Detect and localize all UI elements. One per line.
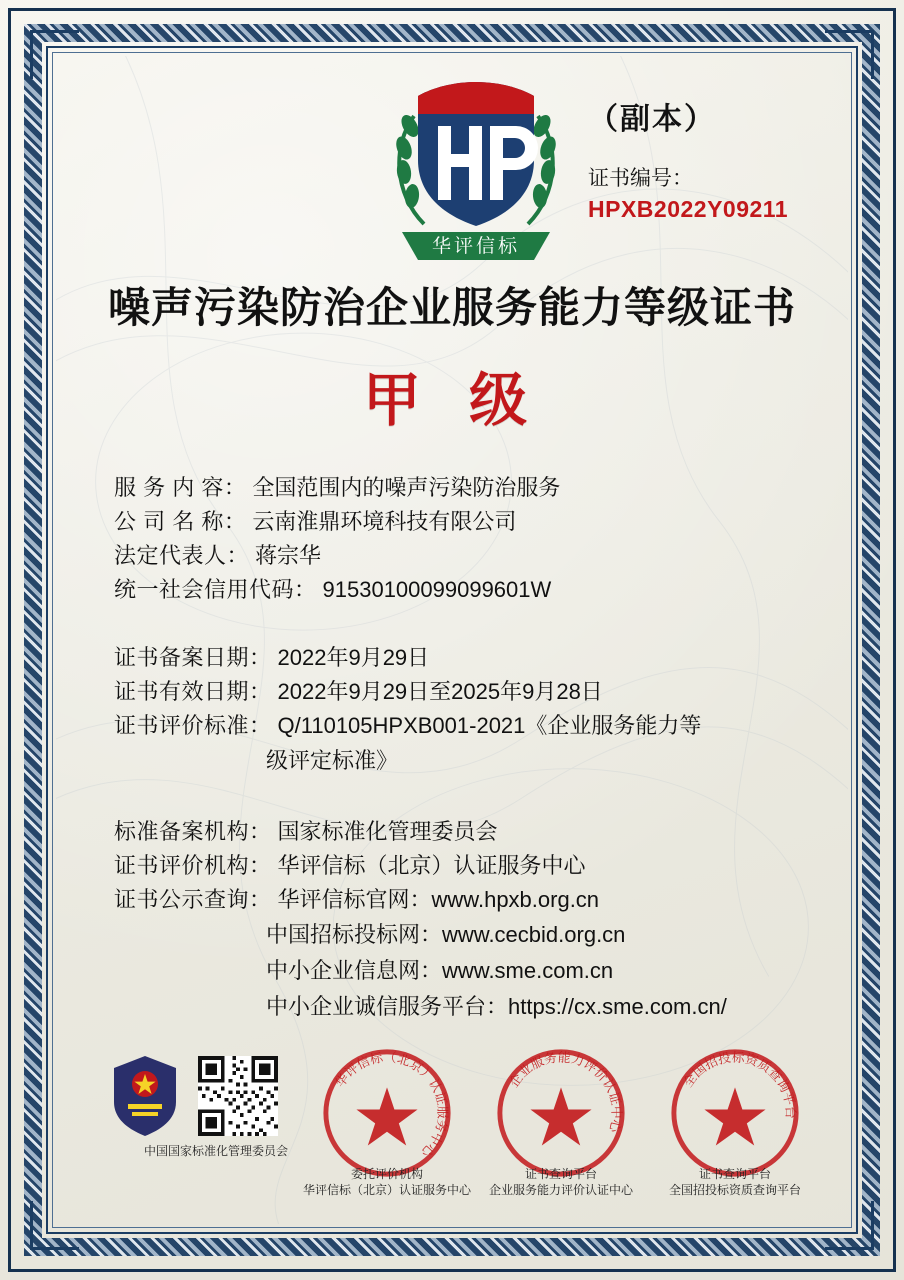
emblem-caption: 中国国家标准化管理委员会 — [143, 1144, 288, 1158]
field-row — [114, 849, 848, 883]
field-key: 证书有效日期： — [114, 679, 272, 704]
field-key: 统一社会信用代码： — [114, 577, 317, 602]
field-row — [114, 641, 848, 675]
field-group-basic — [56, 471, 848, 607]
field-key: 证书公示查询： — [114, 887, 272, 912]
page-title: 噪声污染防治企业服务能力等级证书 — [107, 283, 796, 332]
seal-caption-line1: 证书查询平台 — [524, 1167, 597, 1181]
official-seal — [492, 1044, 630, 1182]
field-value: 蒋宗华 — [255, 543, 322, 568]
field-row — [114, 883, 848, 917]
field-row — [114, 539, 848, 573]
seal-caption — [466, 1166, 656, 1198]
field-row — [114, 815, 848, 849]
query-link-line[interactable]: 中小企业诚信服务平台：https://cx.sme.com.cn/ — [266, 994, 727, 1019]
field-value: 云南淮鼎环境科技有限公司 — [252, 509, 517, 534]
official-seal — [666, 1044, 804, 1182]
official-seal — [318, 1044, 456, 1182]
field-group-organizations — [56, 815, 848, 1025]
field-row — [114, 573, 848, 607]
field-key: 法定代表人： — [114, 543, 250, 568]
field-value: 全国范围内的噪声污染防治服务 — [252, 475, 561, 500]
cert-number-value: HPXB2022Y09211 — [588, 196, 789, 222]
field-row — [114, 709, 848, 743]
field-value: 华评信标官网：www.hpxb.org.cn — [277, 887, 600, 912]
field-value: 华评信标（北京）认证服务中心 — [277, 853, 586, 878]
field-row — [114, 505, 848, 539]
cert-number-label: 证书编号： — [588, 166, 693, 190]
field-row — [114, 675, 848, 709]
field-group-dates — [56, 641, 848, 779]
svg-text:华评信标（北京）认证服务中心: 华评信标（北京）认证服务中心 — [332, 1050, 450, 1160]
copy-label: （副本） — [588, 103, 716, 136]
field-key: 服 务 内 容： — [114, 475, 247, 500]
field-key: 证书评价机构： — [114, 853, 272, 878]
standard-continuation: 级评定标准》 — [266, 748, 399, 773]
hpxb-logo — [366, 74, 586, 264]
field-value: 2022年9月29日 — [277, 645, 430, 670]
qr-code[interactable] — [198, 1056, 278, 1136]
svg-text:华评信标: 华评信标 — [431, 235, 521, 257]
field-key: 公 司 名 称： — [114, 509, 247, 534]
field-value: 91530100099099601W — [322, 577, 552, 602]
svg-text:全国招投标资质查询平台: 全国招投标资质查询平台 — [680, 1050, 798, 1119]
query-link-line[interactable]: 中国招标投标网：www.cecbid.org.cn — [266, 922, 626, 947]
query-link-line[interactable]: 中小企业信息网：www.sme.com.cn — [266, 958, 614, 983]
svg-text:企业服务能力评价认证中心: 企业服务能力评价认证中心 — [506, 1050, 624, 1134]
seal-caption — [640, 1166, 830, 1198]
field-key: 标准备案机构： — [114, 819, 272, 844]
field-value: Q/110105HPXB001-2021《企业服务能力等 — [277, 713, 702, 738]
footer-seal-row — [56, 1038, 848, 1218]
certificate-meta — [588, 94, 838, 223]
seal-caption-line1: 委托评价机构 — [350, 1167, 423, 1181]
field-key: 证书备案日期： — [114, 645, 272, 670]
field-value: 国家标准化管理委员会 — [277, 819, 498, 844]
seal-caption-line1: 证书查询平台 — [698, 1167, 771, 1181]
certificate-content — [56, 56, 848, 1224]
field-key: 证书评价标准： — [114, 713, 272, 738]
field-row — [114, 471, 848, 505]
seal-caption — [292, 1166, 482, 1198]
grade-badge: 甲 级 — [362, 366, 542, 434]
seal-caption-line2: 企业服务能力评价认证中心 — [488, 1183, 633, 1197]
national-emblem-icon — [108, 1054, 182, 1138]
seal-caption-line2: 全国招投标资质查询平台 — [668, 1183, 801, 1197]
certificate-header — [56, 56, 848, 271]
seal-caption-line2: 华评信标（北京）认证服务中心 — [302, 1183, 471, 1197]
field-value: 2022年9月29日至2025年9月28日 — [277, 679, 603, 704]
